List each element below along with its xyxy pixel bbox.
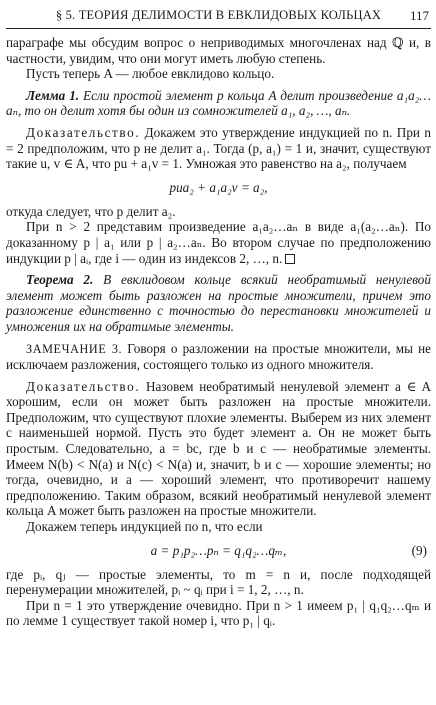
proof-induction-text: При n > 2 представим произведение a₁a₂…aₙ в виде a₁(a₂…aₙ). По доказанному p | a₁ или p | a₂…aₙ. Во втором случае по предположению индукции p | aᵢ, где i — один из индексов 2, …, n. [6,219,431,266]
proof-theorem-text: Назовем необратимый ненулевой элемент a ∈ A хорошим, если он может быть разложен на простые множители. Предположим, что существуют плохие элементы. Выберем из них элемент c наименьшей нормой. Пусть это будет элемент a. Он не может быть простым. Следовательно, a = bc, где b и c — необратимые элементы. Имеем N(b) < N(a) и N(c) < N(a) и, значит, b и c — хорошие элементы; но тогда, очевидно, и a — хороший элемент, что противоречит нашему предположению. Таким образом, всякий необратимый ненулевой элемент кольца A может быть разложен на простые множители. [6,378,432,519]
paragraph-continued: параграфе мы обсудим вопрос о неприводимых многочленах над ℚ и, в частности, увидим, что они могут иметь любую степень. [6,35,431,66]
formula-9-text: a = p₁p₂…pₙ = q₁q₂…qₘ, [150,542,287,558]
proof-lemma [6,125,431,172]
remark-label: ЗАМЕЧАНИЕ 3. [26,341,123,356]
formula-1: pua₂ + a₁a₂v = a₂, [169,179,268,195]
qed-square-icon [285,254,295,264]
proof-continuation: откуда следует, что p делит a₂. [6,203,176,219]
induction-intro: Докажем теперь индукцией по n, что если [26,519,263,535]
remark-3 [6,341,431,373]
theorem-2 [6,272,431,334]
theorem-label: Теорема 2. [26,272,94,288]
running-header [6,6,431,29]
paragraph-ring: Пусть теперь A — любое евклидово кольцо. [26,66,275,82]
page-number: 117 [409,8,429,23]
lemma-text: Если простой элемент p кольца A делит произведение a₁a₂…aₙ, то он делит хотя бы один из сомножителей a₁, a₂, …, aₙ. [6,87,432,119]
theorem-text: В евклидовом кольце всякий необратимый ненулевой элемент может быть разложен на простые множители, причем это разложение единственно с точностью до перестановки множителей и умножения их на обратимые элементы. [6,272,431,334]
remark-text: Говоря о разложении на простые множители, мы не исключаем разложения, состоящего только из одного множителя. [6,340,431,373]
equation-number: (9) [411,542,427,558]
section-title: § 5. ТЕОРИЯ ДЕЛИМОСТИ В ЕВКЛИДОВЫХ КОЛЬЦАХ [55,8,382,22]
last-paragraph: При n = 1 это утверждение очевидно. При n > 1 имеем p₁ | q₁q₂…qₘ и по лемме 1 существует такой номер i, что p₁ | qᵢ. [6,597,431,629]
formula-9 [6,543,431,559]
proof-text: Докажем это утверждение индукцией по n. При n = 2 предположим, что p не делит a₁. Тогда (p, a₁) = 1 и, значит, существуют такие u, v ∈ A, что pu + a₁v = 1. Умножая это равенство на a₂, получаем [6,124,431,172]
proof-label-2: Доказательство. [26,378,141,394]
lemma-1 [6,88,431,119]
proof-induction [6,219,431,266]
proof-theorem [6,379,431,519]
lemma-label: Лемма 1. [26,87,80,103]
proof-label: Доказательство. [26,124,141,140]
after-formula: где pᵢ, qⱼ — простые элементы, то m = n и, после подходящей перенумерации множителей, pᵢ ~ qᵢ при i = 1, 2, …, n. [6,566,431,598]
